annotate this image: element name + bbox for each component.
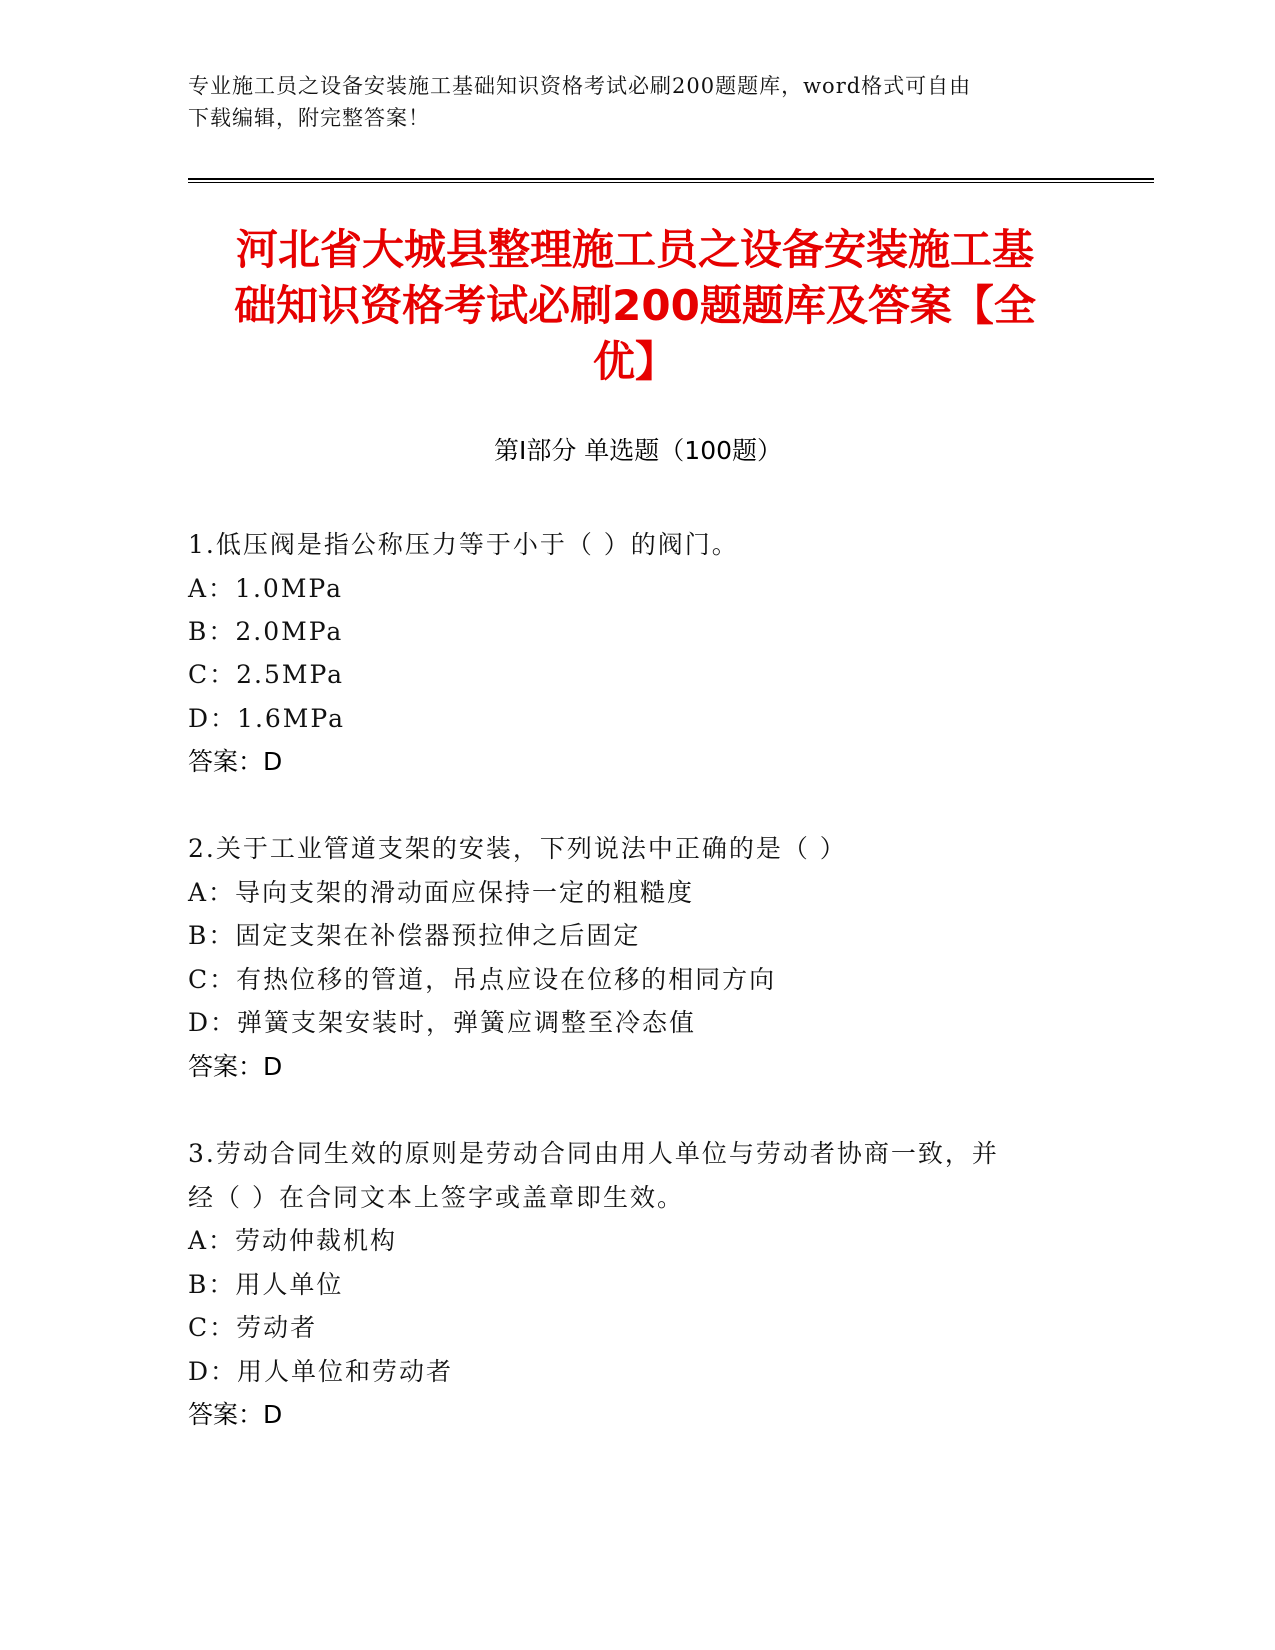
header-note [188, 70, 1068, 134]
question-1-option-d: D：1.6MPa [188, 704, 346, 733]
header-note-line-2: 下载编辑，附完整答案！ [188, 106, 430, 130]
question-2-option-d: D：弹簧支架安装时，弹簧应调整至冷态值 [188, 1008, 697, 1037]
question-1-option-c: C：2.5MPa [188, 660, 345, 689]
question-3-stem-line-1: 3.劳动合同生效的原则是劳动合同由用人单位与劳动者协商一致，并 [188, 1139, 999, 1168]
question-3-stem-line-2: 经（ ）在合同文本上签字或盖章即生效。 [188, 1183, 684, 1212]
header-rule-thick [188, 178, 1154, 180]
question-2-option-c: C：有热位移的管道，吊点应设在位移的相同方向 [188, 965, 777, 994]
question-1-stem: 1.低压阀是指公称压力等于小于（ ）的阀门。 [188, 530, 739, 559]
question-2-stem: 2.关于工业管道支架的安装，下列说法中正确的是（ ） [188, 834, 847, 863]
question-2-answer: 答案：D [188, 1052, 283, 1081]
question-1-option-a: A：1.0MPa [188, 574, 344, 603]
question-3-option-d: D：用人单位和劳动者 [188, 1357, 454, 1386]
document-title-line-1: 河北省大城县整理施工员之设备安装施工基 [235, 225, 1034, 274]
question-3-option-c: C：劳动者 [188, 1313, 318, 1342]
question-3-option-b: B：用人单位 [188, 1270, 344, 1299]
question-3-answer: 答案：D [188, 1400, 283, 1429]
header-rule-thin [188, 182, 1154, 183]
question-3-option-a: A：劳动仲裁机构 [188, 1226, 398, 1255]
question-1-option-b: B：2.0MPa [188, 617, 344, 646]
document-title-line-3: 优】 [592, 337, 677, 386]
header-note-line-1: 专业施工员之设备安装施工基础知识资格考试必刷200题题库，word格式可自由 [188, 74, 972, 98]
section-title: 第I部分 单选题（100题） [493, 436, 783, 465]
document-title [180, 222, 1090, 390]
question-2-option-a: A：导向支架的滑动面应保持一定的粗糙度 [188, 878, 695, 907]
question-1-answer: 答案：D [188, 747, 283, 776]
question-2-option-b: B：固定支架在补偿器预拉伸之后固定 [188, 921, 641, 950]
document-title-line-2: 础知识资格考试必刷200题题库及答案【全 [234, 281, 1036, 330]
